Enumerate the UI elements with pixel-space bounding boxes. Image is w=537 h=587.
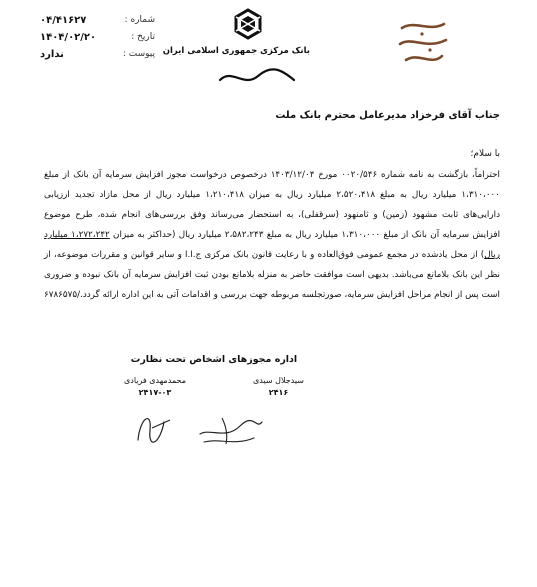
signature-block	[124, 354, 304, 399]
signer-code: ۲۴۱۷-۰۳	[138, 388, 172, 397]
attachment-value: ندارد	[40, 49, 64, 60]
signer-name: محمدمهدی فریادی	[124, 376, 186, 385]
signer-1	[253, 375, 304, 399]
central-bank-name: بانک مرکزی جمهوری اسلامی ایران	[162, 46, 310, 56]
greeting: با سلام؛	[470, 149, 500, 159]
attachment-row	[40, 46, 155, 63]
body-text-part-1: احتراماً، بازگشت به نامه شماره ۰۰۲۰/۵۴۶ مورخ ۱۴۰۳/۱۲/۰۴ درخصوص درخواست مجوز افزایش سرمایه آن بانک از مبلغ ۱،۳۱۰،۰۰۰ میلیارد ریال به مبلغ ۲،۵۲۰،۴۱۸ میلیارد ریال به میزان ۱،۲۱۰،۴۱۸ میلیارد ریال از محل مازاد تجدید ارزیابی دارایی‌های ثابت مشهود (زمین) و ثامنهود (سرقفلی)، به استحضار می‌رساند وفق بررسی‌های انجام شده، طرح موضوع افزایش سرمایه آن بانک از مبلغ ۱،۳۱۰،۰۰۰ میلیارد ریال به مبلغ ۲،۵۸۲،۲۴۳ میلیارد ریال (حداکثر به میزان	[44, 170, 501, 240]
letter-number-row	[40, 12, 155, 29]
signer-code: ۲۴۱۶	[268, 388, 289, 397]
letter-date-row	[40, 29, 155, 46]
brand-logo-icon	[396, 16, 451, 70]
letter-body	[44, 110, 500, 305]
signers	[124, 375, 304, 399]
body-text-part-2: ) از محل یادشده در مجمع عمومی فوق‌العاده و با رعایت قانون بانک مرکزی ج.ا.ا و سایر قوانین و مقررات موضوعه، از نظر این بانک بلامانع می‌باشد. بدیهی است موافقت حاضر به منزله بلامانع بودن ثبت افزایش سرمایه آن بانک نبوده و ضروری است پس از انجام مراحل افزایش سرمایه، صورتجلسه مربوطه جهت بررسی و اقدامات آتی به این اداره ارائه گردد./۶۷۸۶۵۷۵	[44, 250, 500, 300]
letter-number-label: شماره :	[124, 15, 155, 25]
reference-metadata	[40, 12, 155, 63]
attachment-label: پیوست :	[122, 49, 155, 59]
letter-date-value: ۱۴۰۴/۰۲/۲۰	[40, 32, 97, 43]
body-paragraph	[44, 165, 500, 305]
letter-number-value: ۰۴/۴۱۶۲۷	[40, 15, 87, 26]
signer-name: سیدجلال سیدی	[253, 376, 304, 385]
underlined-amount: ۱،۲۷۲،۲۴۲ میلیارد ریال	[44, 230, 500, 260]
department-title: اداره مجوزهای اشخاص تحت نظارت	[130, 354, 298, 365]
addressee-line: جناب آقای فرخزاد مدیرعامل محترم بانک ملت	[275, 110, 500, 121]
handwritten-signatures-icon	[130, 400, 270, 450]
letter-date-label: تاریخ :	[131, 32, 155, 42]
signer-2	[124, 375, 186, 399]
